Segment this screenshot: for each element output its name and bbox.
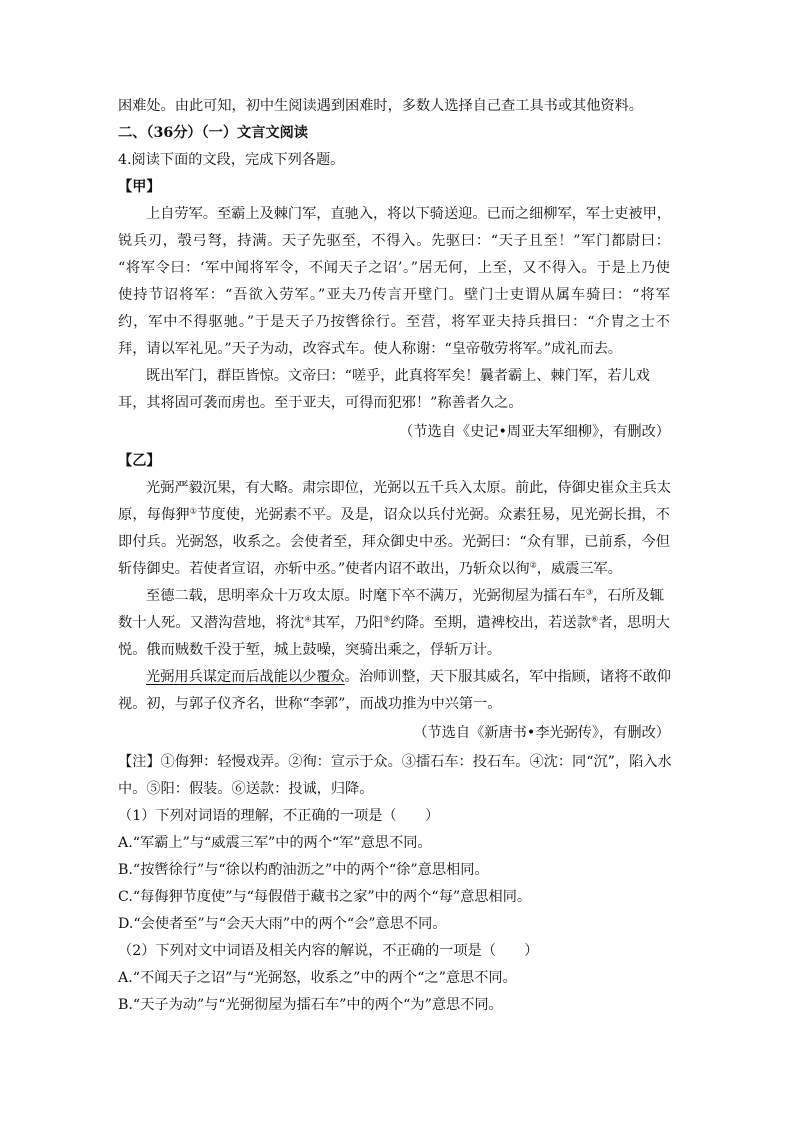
yi-line: 数十人死。又潜沟营地，将沈④其军，乃阳⑤约降。至期，遣裨校出，若送款⑥者，思明大 xyxy=(118,614,670,631)
yi-line: 原，每侮狎①节度使，光弼素不平。及是，诏众以兵付光弼。众素狂易，见光弼长揖，不 xyxy=(118,506,670,523)
yi-line: 悦。俄而贼数千没于堑，城上鼓噪，突骑出乘之，俘斩万计。 xyxy=(118,642,502,658)
question-1-option-d: D.“会使者至”与“会天大雨”中的两个“会”意思不同。 xyxy=(118,916,447,932)
jia-line: 锐兵刃，彀弓弩，持满。天子先驱至，不得入。先驱曰：“天子且至！”军门都尉曰： xyxy=(118,233,670,249)
question-1-option-c: C.“每侮狎节度使”与“每假借于藏书之家”中的两个“每”意思相同。 xyxy=(118,889,532,905)
yi-line: 至德二载，思明率众十万攻太原。时麾下卒不满万，光弼彻屋为擂石车③，石所及辄 xyxy=(146,587,664,604)
question-1-stem: （1）下列对词语的理解，不正确的一项是（ ） xyxy=(118,808,440,824)
jia-line: 拜，请以军礼见。”天子为动，改容式车。使人称谢：“皇帝敬劳将军。”成礼而去。 xyxy=(118,341,623,357)
yi-line: 光弼严毅沉果，有大略。肃宗即位，光弼以五千兵入太原。前此，侍御史崔众主兵太 xyxy=(146,480,671,496)
question-1-option-a: A.“军霸上”与“威震三军”中的两个“军”意思不同。 xyxy=(118,835,432,851)
jia-label: 【甲】 xyxy=(118,179,161,195)
notes-line: 中。⑤阳：假装。⑥送款：投诚，归降。 xyxy=(118,781,374,797)
footnote-marker: ③ xyxy=(585,587,593,597)
question-2-option-a: A.“不闻天子之诏”与“光弼怒，收系之”中的两个“之”意思不同。 xyxy=(118,970,517,986)
intro-line: 困难处。由此可知，初中生阅读遇到困难时，多数人选择自己查工具书或其他资料。 xyxy=(118,98,643,114)
question-2-option-b: B.“天子为动”与“光弼彻屋为擂石车”中的两个“为”意思不同。 xyxy=(118,997,503,1013)
yi-line: 光弼用兵谋定而后战能以少覆众。治师训整，天下服其威名，军中指顾，诸将不敢仰 xyxy=(146,669,671,685)
notes-line: 【注】①侮狎：轻慢戏弄。②徇：宣示于众。③擂石车：投石车。④沈：同“沉”，陷入水 xyxy=(118,754,672,770)
footnote-marker: ④ xyxy=(304,614,312,624)
footnote-marker: ① xyxy=(189,506,198,516)
underlined-sentence: 光弼用兵谋定而后战能以少覆众 xyxy=(146,669,345,685)
question-intro: 4.阅读下面的文段，完成下列各题。 xyxy=(118,152,345,168)
yi-line: 即付兵。光弼怒，收系之。会使者至，拜众御史中丞。光弼曰：“众有罪，已前系，今但 xyxy=(118,534,670,550)
question-2-stem: （2）下列对文中词语及相关内容的解说，不正确的一项是（ ） xyxy=(118,943,539,959)
jia-line: “将军令曰：‘军中闻将军令，不闻天子之诏’。”居无何，上至，又不得入。于是上乃使 xyxy=(118,260,670,276)
jia-line: 上自劳军。至霸上及棘门军，直驰入，将以下骑送迎。已而之细柳军，军士吏被甲， xyxy=(146,206,671,222)
jia-source: （节选自《史记•周亚夫军细柳》，有删改） xyxy=(399,424,670,440)
yi-line: 视。初，与郭子仪齐名，世称“李郭”，而战功推为中兴第一。 xyxy=(118,696,502,712)
question-1-option-b: B.“按辔徐行”与“徐以杓酌油沥之”中的两个“徐”意思相同。 xyxy=(118,862,489,878)
yi-line: 斩侍御史。若使者宣诏，亦斩中丞。”使者内诏不敢出，乃斩众以徇②，威震三军。 xyxy=(118,560,622,577)
footnote-marker: ⑤ xyxy=(383,614,391,624)
footnote-marker: ② xyxy=(529,560,537,570)
section-heading: 二、（36分）（一）文言文阅读 xyxy=(118,125,308,141)
jia-line: 使持节诏将军：“吾欲入劳军。”亚夫乃传言开壁门。壁门士吏谓从属车骑曰：“将军 xyxy=(118,287,670,303)
footnote-marker: ⑥ xyxy=(591,614,599,624)
jia-line: 既出军门，群臣皆惊。文帝曰：“嗟乎，此真将军矣！曩者霸上、棘门军，若儿戏 xyxy=(146,368,650,384)
jia-line: 约，军中不得驱驰。”于是天子乃按辔徐行。至营，将军亚夫持兵揖曰：“介胄之士不 xyxy=(118,314,670,330)
yi-label: 【乙】 xyxy=(118,453,161,469)
jia-line: 耳，其将固可袭而虏也。至于亚夫，可得而犯邪！”称善者久之。 xyxy=(118,395,523,411)
yi-source: （节选自《新唐书•李光弼传》，有删改） xyxy=(413,725,670,741)
